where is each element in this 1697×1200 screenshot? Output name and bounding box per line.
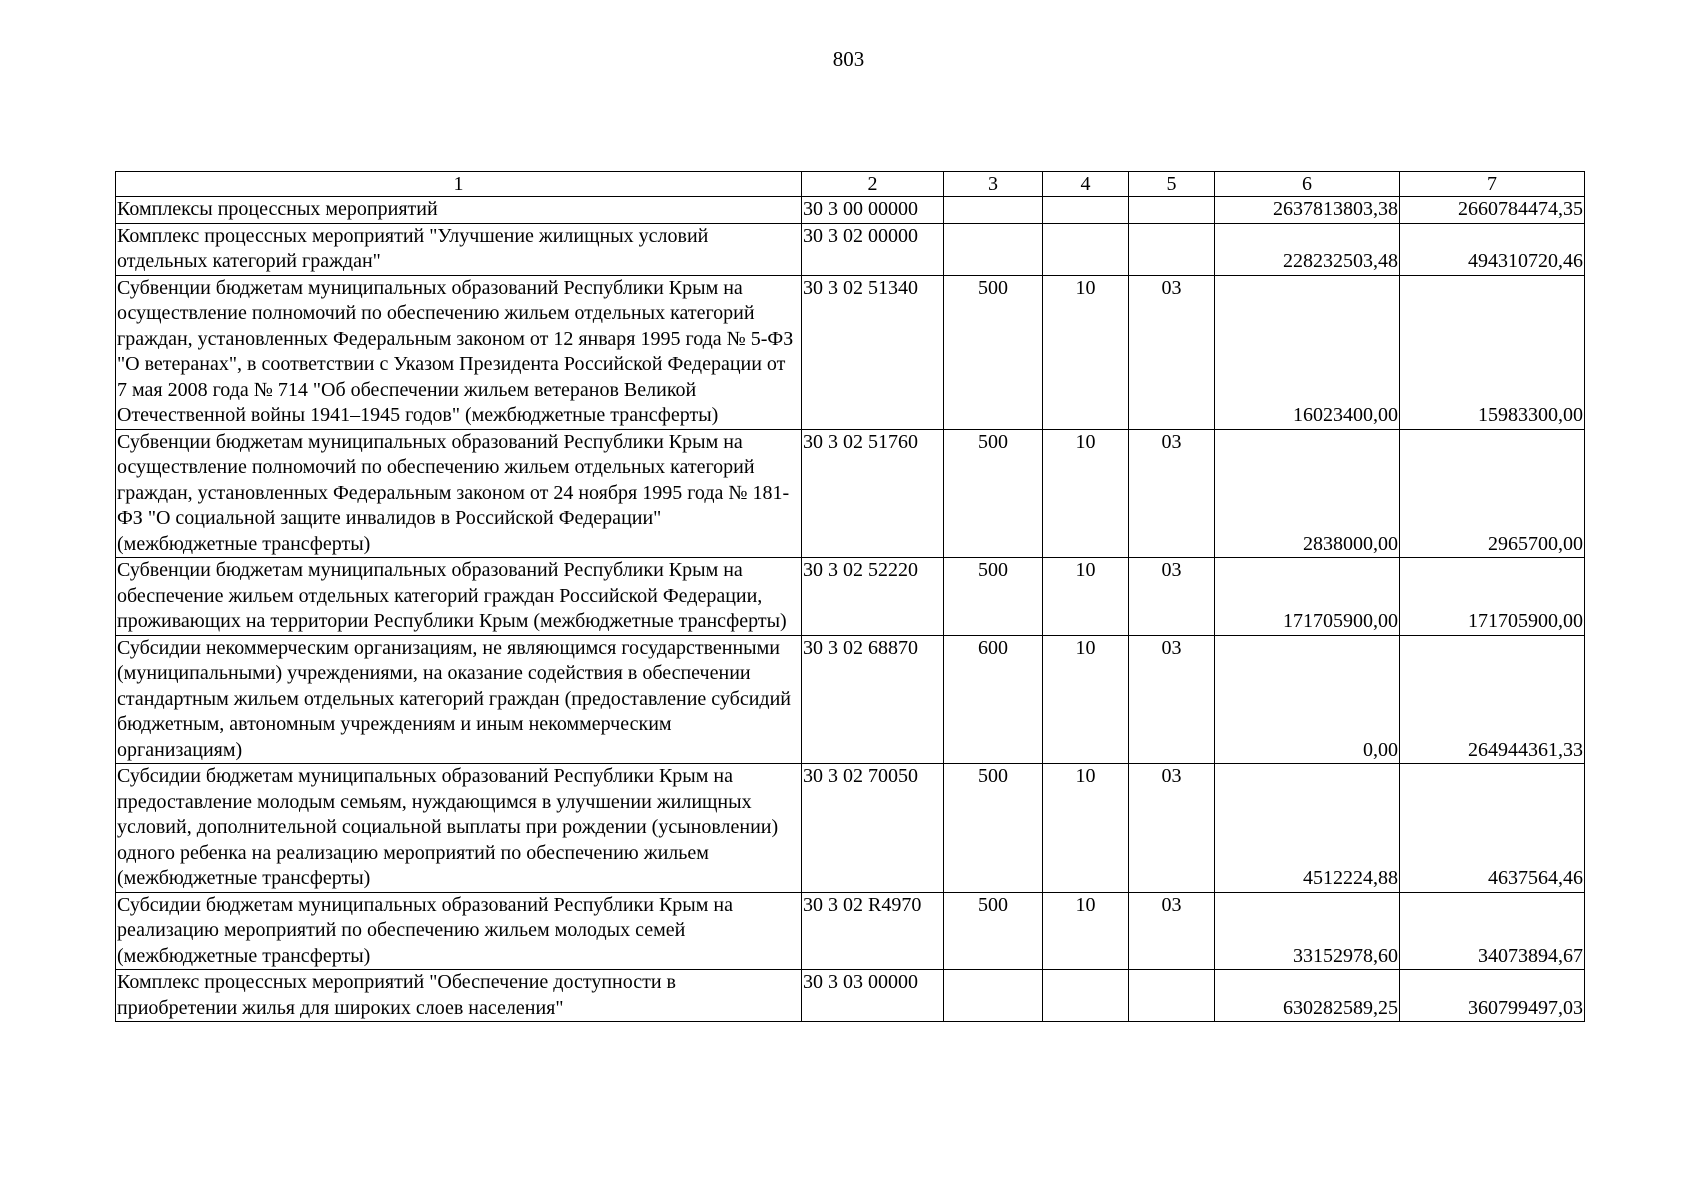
row-code-cell: 30 3 02 R4970 bbox=[802, 892, 944, 970]
row-pr-cell: 03 bbox=[1129, 558, 1215, 636]
row-rz-cell: 10 bbox=[1043, 764, 1129, 893]
row-name-cell: Субвенции бюджетам муниципальных образований Республики Крым на обеспечение жильем отдельных категорий граждан Российской Федерации, проживающих на территории Республики Крым (межбюджетные трансферты) bbox=[116, 558, 802, 636]
table-header-row bbox=[116, 172, 1585, 197]
row-vr-cell: 500 bbox=[944, 558, 1043, 636]
row-rz-cell: 10 bbox=[1043, 635, 1129, 764]
table-row bbox=[116, 558, 1585, 636]
column-header: 7 bbox=[1400, 172, 1585, 197]
row-amount-col7-cell: 15983300,00 bbox=[1400, 275, 1585, 429]
table-row bbox=[116, 223, 1585, 275]
row-vr-cell bbox=[944, 970, 1043, 1022]
row-amount-col6-cell: 33152978,60 bbox=[1215, 892, 1400, 970]
row-amount-col6-cell: 4512224,88 bbox=[1215, 764, 1400, 893]
row-code-cell: 30 3 03 00000 bbox=[802, 970, 944, 1022]
row-rz-cell bbox=[1043, 223, 1129, 275]
column-header: 5 bbox=[1129, 172, 1215, 197]
row-amount-col7-cell: 360799497,03 bbox=[1400, 970, 1585, 1022]
table-row bbox=[116, 635, 1585, 764]
row-code-cell: 30 3 02 70050 bbox=[802, 764, 944, 893]
row-amount-col6-cell: 171705900,00 bbox=[1215, 558, 1400, 636]
column-header: 4 bbox=[1043, 172, 1129, 197]
row-name-cell: Субсидии бюджетам муниципальных образований Республики Крым на реализацию мероприятий по обеспечению жильем молодых семей (межбюджетные трансферты) bbox=[116, 892, 802, 970]
row-amount-col7-cell: 4637564,46 bbox=[1400, 764, 1585, 893]
table-row bbox=[116, 892, 1585, 970]
row-amount-col7-cell: 34073894,67 bbox=[1400, 892, 1585, 970]
row-name-cell: Субсидии некоммерческим организациям, не являющимся государственными (муниципальными) учреждениями, на оказание содействия в обеспечении стандартным жильем отдельных категорий граждан (предоставление субсидий бюджетным, автономным учреждениям и иным некоммерческим организациям) bbox=[116, 635, 802, 764]
row-name-cell: Комплекс процессных мероприятий "Улучшение жилищных условий отдельных категорий граждан" bbox=[116, 223, 802, 275]
row-vr-cell: 500 bbox=[944, 275, 1043, 429]
table-row bbox=[116, 275, 1585, 429]
row-pr-cell: 03 bbox=[1129, 429, 1215, 558]
row-pr-cell bbox=[1129, 223, 1215, 275]
page-number: 803 bbox=[832, 47, 865, 71]
row-rz-cell: 10 bbox=[1043, 558, 1129, 636]
row-rz-cell bbox=[1043, 197, 1129, 224]
row-name-cell: Субвенции бюджетам муниципальных образований Республики Крым на осуществление полномочий по обеспечению жильем отдельных категорий граждан, установленных Федеральным законом от 24 ноября 1995 года № 181-ФЗ "О социальной защите инвалидов в Российской Федерации" (межбюджетные трансферты) bbox=[116, 429, 802, 558]
row-amount-col7-cell: 2660784474,35 bbox=[1400, 197, 1585, 224]
row-pr-cell: 03 bbox=[1129, 892, 1215, 970]
row-code-cell: 30 3 00 00000 bbox=[802, 197, 944, 224]
table-row bbox=[116, 970, 1585, 1022]
column-header: 6 bbox=[1215, 172, 1400, 197]
row-amount-col7-cell: 264944361,33 bbox=[1400, 635, 1585, 764]
row-rz-cell: 10 bbox=[1043, 429, 1129, 558]
row-amount-col6-cell: 2637813803,38 bbox=[1215, 197, 1400, 224]
row-name-cell: Субвенции бюджетам муниципальных образований Республики Крым на осуществление полномочий по обеспечению жильем отдельных категорий граждан, установленных Федеральным законом от 12 января 1995 года № 5-ФЗ "О ветеранах", в соответствии с Указом Президента Российской Федерации от 7 мая 2008 года № 714 "Об обеспечении жильем ветеранов Великой Отечественной войны 1941–1945 годов" (межбюджетные трансферты) bbox=[116, 275, 802, 429]
row-pr-cell: 03 bbox=[1129, 275, 1215, 429]
row-pr-cell bbox=[1129, 970, 1215, 1022]
row-amount-col6-cell: 16023400,00 bbox=[1215, 275, 1400, 429]
row-pr-cell: 03 bbox=[1129, 635, 1215, 764]
row-rz-cell: 10 bbox=[1043, 892, 1129, 970]
row-name-cell: Комплексы процессных мероприятий bbox=[116, 197, 802, 224]
row-amount-col7-cell: 171705900,00 bbox=[1400, 558, 1585, 636]
row-rz-cell: 10 bbox=[1043, 275, 1129, 429]
row-rz-cell bbox=[1043, 970, 1129, 1022]
row-code-cell: 30 3 02 00000 bbox=[802, 223, 944, 275]
row-vr-cell: 500 bbox=[944, 892, 1043, 970]
row-name-cell: Комплекс процессных мероприятий "Обеспечение доступности в приобретении жилья для широких слоев населения" bbox=[116, 970, 802, 1022]
row-code-cell: 30 3 02 51340 bbox=[802, 275, 944, 429]
row-vr-cell bbox=[944, 223, 1043, 275]
row-pr-cell bbox=[1129, 197, 1215, 224]
table-row bbox=[116, 764, 1585, 893]
table-row bbox=[116, 197, 1585, 224]
table-row bbox=[116, 429, 1585, 558]
row-code-cell: 30 3 02 68870 bbox=[802, 635, 944, 764]
row-name-cell: Субсидии бюджетам муниципальных образований Республики Крым на предоставление молодым семьям, нуждающимся в улучшении жилищных условий, дополнительной социальной выплаты при рождении (усыновлении) одного ребенка на реализацию мероприятий по обеспечению жильем (межбюджетные трансферты) bbox=[116, 764, 802, 893]
row-vr-cell: 500 bbox=[944, 429, 1043, 558]
row-amount-col6-cell: 0,00 bbox=[1215, 635, 1400, 764]
row-pr-cell: 03 bbox=[1129, 764, 1215, 893]
row-amount-col6-cell: 228232503,48 bbox=[1215, 223, 1400, 275]
column-header: 1 bbox=[116, 172, 802, 197]
row-code-cell: 30 3 02 52220 bbox=[802, 558, 944, 636]
row-vr-cell bbox=[944, 197, 1043, 224]
row-amount-col6-cell: 2838000,00 bbox=[1215, 429, 1400, 558]
row-amount-col7-cell: 494310720,46 bbox=[1400, 223, 1585, 275]
row-amount-col6-cell: 630282589,25 bbox=[1215, 970, 1400, 1022]
row-amount-col7-cell: 2965700,00 bbox=[1400, 429, 1585, 558]
column-header: 2 bbox=[802, 172, 944, 197]
row-code-cell: 30 3 02 51760 bbox=[802, 429, 944, 558]
row-vr-cell: 600 bbox=[944, 635, 1043, 764]
column-header: 3 bbox=[944, 172, 1043, 197]
budget-table bbox=[115, 171, 1585, 1022]
row-vr-cell: 500 bbox=[944, 764, 1043, 893]
